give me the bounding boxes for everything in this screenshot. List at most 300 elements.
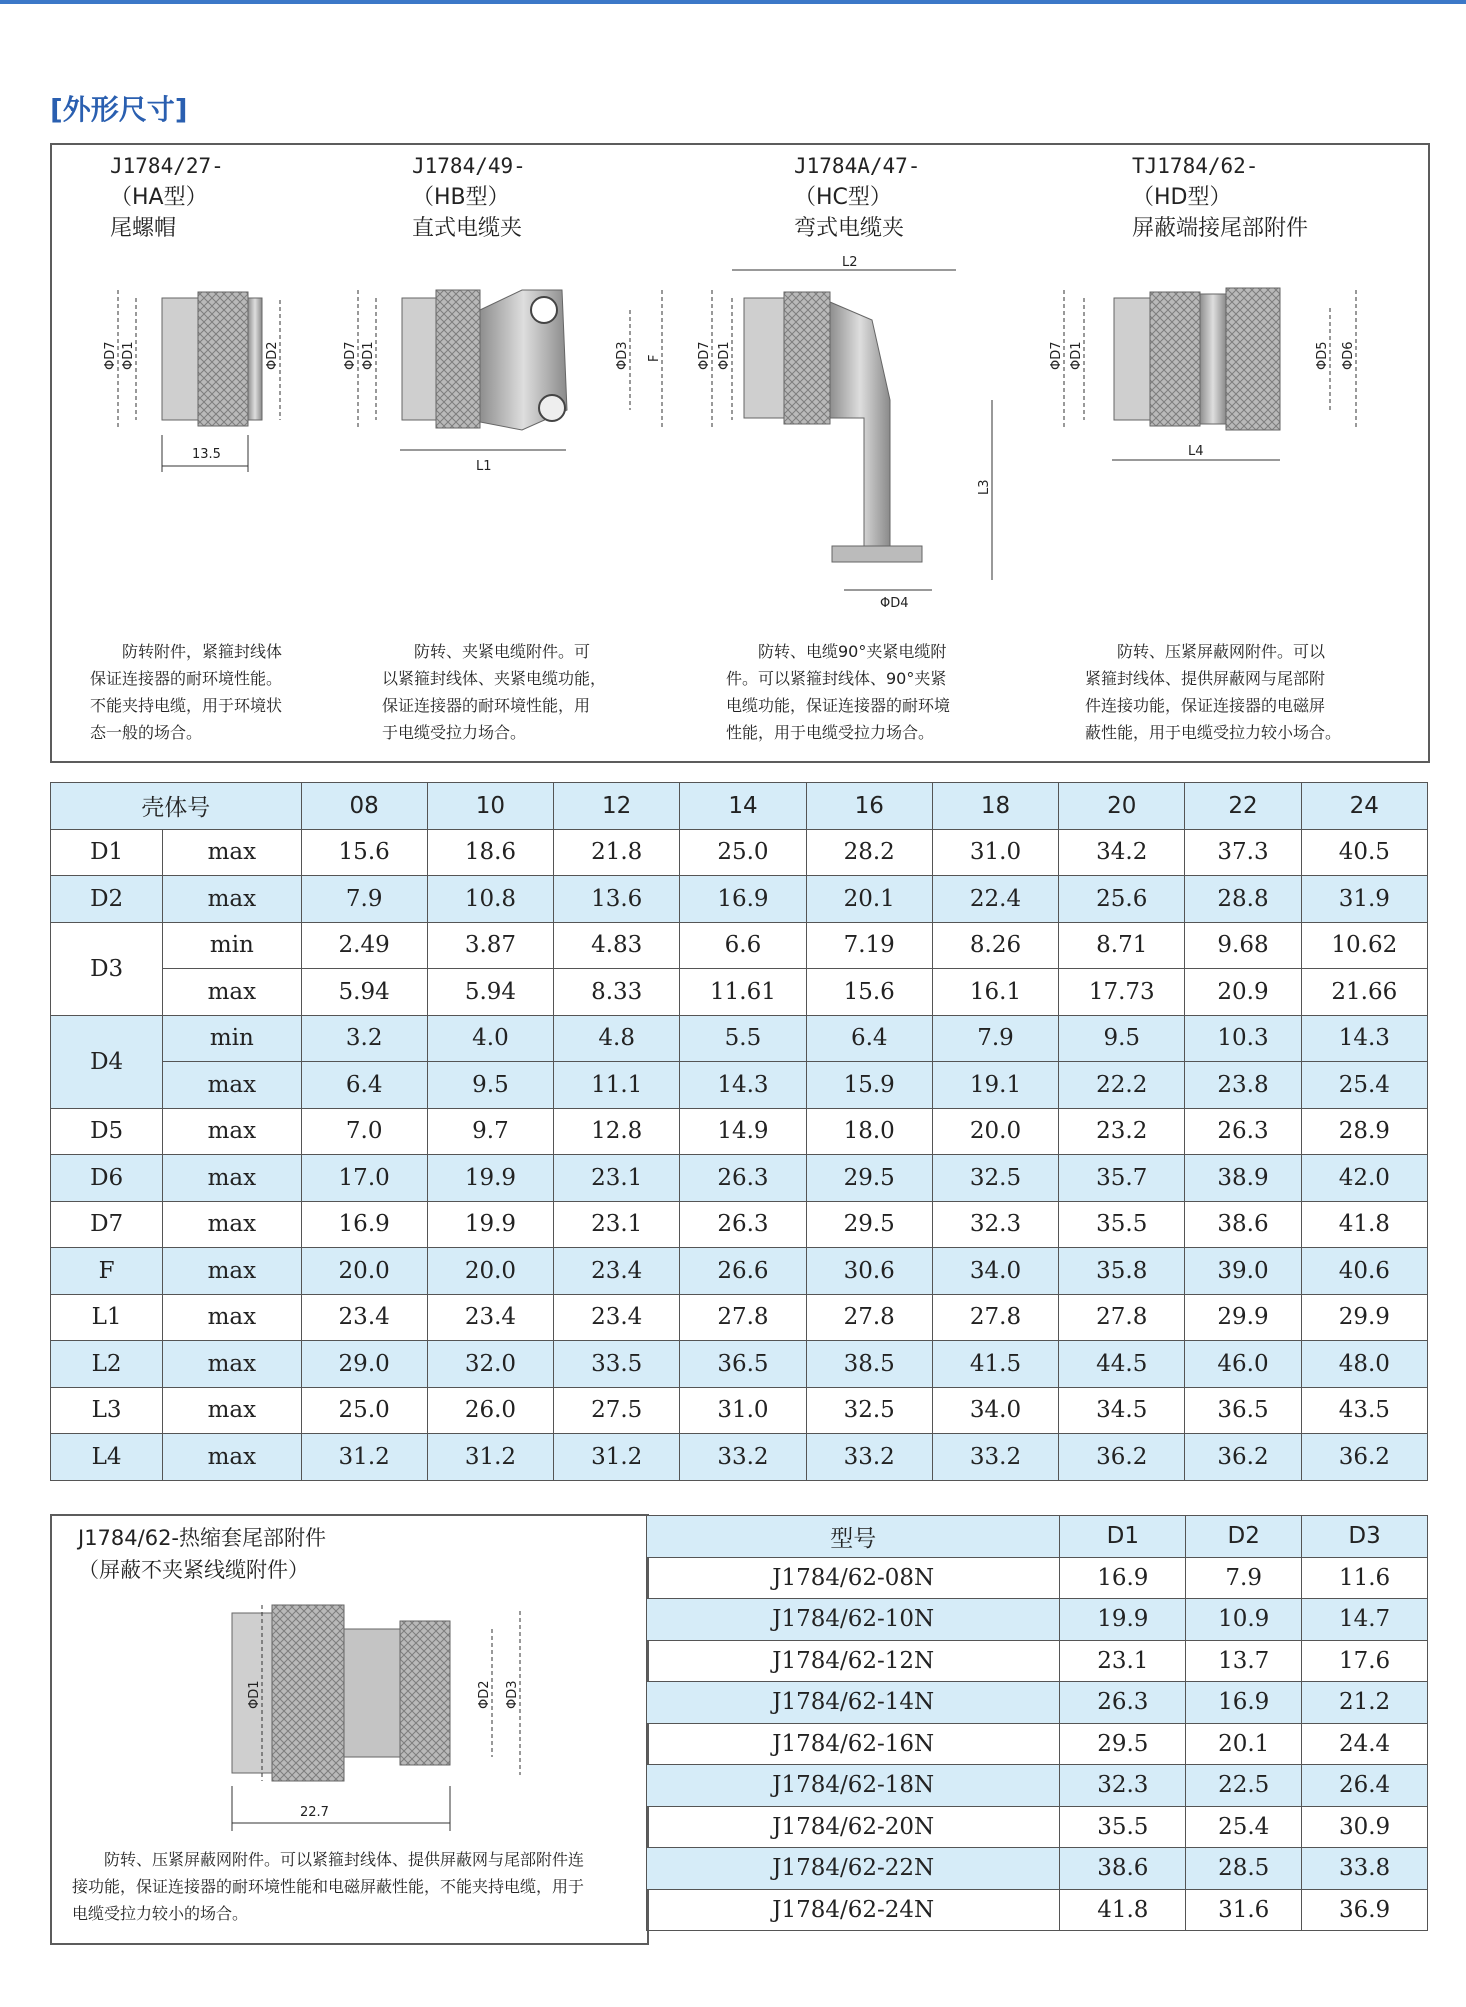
table-row: [51, 1015, 1428, 1062]
value-cell: 8.33: [554, 969, 680, 1016]
variant-hd: [1132, 151, 1308, 244]
value-cell: 25.0: [680, 829, 806, 876]
value-cell: 29.9: [1301, 1294, 1427, 1341]
limit-cell: max: [163, 969, 301, 1016]
value-cell: 15.9: [806, 1062, 932, 1109]
value-cell: 31.0: [680, 1387, 806, 1434]
desc-line: 防转、夹紧电缆附件。可: [414, 642, 591, 661]
desc-line: 态一般的场合。: [90, 723, 203, 742]
value-cell: 34.2: [1059, 829, 1185, 876]
limit-cell: max: [163, 1062, 301, 1109]
table-row: [51, 1341, 1428, 1388]
value-cell: 32.5: [932, 1155, 1058, 1202]
value-cell: 44.5: [1059, 1341, 1185, 1388]
value-cell: 24.4: [1302, 1723, 1428, 1765]
label-l1: L1: [476, 459, 492, 474]
label-phi-d7: ΦD7: [697, 341, 712, 370]
size-header: 14: [680, 783, 806, 830]
value-cell: 41.8: [1060, 1889, 1186, 1931]
variant-ha: [110, 151, 224, 244]
table-row: [51, 1155, 1428, 1202]
value-cell: 46.0: [1185, 1341, 1301, 1388]
heatshrink-title-line1: J1784/62-热缩套尾部附件: [78, 1526, 327, 1550]
param-cell: D5: [51, 1108, 163, 1155]
desc-line: 防转、压紧屏蔽网附件。可以: [1117, 642, 1326, 661]
label-phi-d1: ΦD1: [361, 341, 376, 370]
value-cell: 20.1: [1186, 1723, 1302, 1765]
value-cell: 28.9: [1301, 1108, 1427, 1155]
desc-line: 电缆受拉力较小的场合。: [72, 1904, 249, 1923]
value-cell: 32.5: [806, 1387, 932, 1434]
value-cell: 32.3: [1060, 1765, 1186, 1807]
value-cell: 36.9: [1302, 1889, 1428, 1931]
value-cell: 20.1: [806, 876, 932, 923]
variant-type: （HB型）: [412, 185, 510, 210]
value-cell: 40.5: [1301, 829, 1427, 876]
value-cell: 26.6: [680, 1248, 806, 1295]
value-cell: 38.5: [806, 1341, 932, 1388]
section-title: [外形尺寸]: [50, 93, 188, 126]
value-cell: 31.2: [427, 1434, 553, 1481]
hc-drawing: [712, 270, 992, 590]
variant-type: （HA型）: [110, 185, 208, 210]
value-cell: 16.9: [680, 876, 806, 923]
value-cell: 31.2: [301, 1434, 427, 1481]
model-row: [647, 1682, 1428, 1724]
value-cell: 14.3: [1301, 1015, 1427, 1062]
model-cell: J1784/62-14N: [647, 1682, 1060, 1724]
value-cell: 9.68: [1185, 922, 1301, 969]
label-phi-d6: ΦD6: [1341, 341, 1356, 370]
value-cell: 18.6: [427, 829, 553, 876]
value-cell: 29.5: [806, 1201, 932, 1248]
value-cell: 8.26: [932, 922, 1058, 969]
variant-description-hc: [726, 638, 986, 746]
value-cell: 22.2: [1059, 1062, 1185, 1109]
value-cell: 35.7: [1059, 1155, 1185, 1202]
value-cell: 21.66: [1301, 969, 1427, 1016]
value-cell: 11.6: [1302, 1557, 1428, 1599]
param-cell: D1: [51, 829, 163, 876]
desc-line: 于电缆受拉力场合。: [382, 723, 527, 742]
value-cell: 17.0: [301, 1155, 427, 1202]
param-cell: F: [51, 1248, 163, 1295]
value-cell: 29.5: [1060, 1723, 1186, 1765]
value-cell: 31.9: [1301, 876, 1427, 923]
model-row: [647, 1806, 1428, 1848]
value-cell: 36.2: [1059, 1434, 1185, 1481]
label-f: F: [647, 354, 662, 362]
desc-line: 保证连接器的耐环境性能。: [90, 669, 283, 688]
label-phi-d1: ΦD1: [121, 341, 136, 370]
value-cell: 7.9: [932, 1015, 1058, 1062]
table-row: [51, 1294, 1428, 1341]
value-cell: 26.3: [680, 1155, 806, 1202]
value-cell: 36.5: [1185, 1387, 1301, 1434]
desc-line: 件。可以紧箍封线体、90°夹紧: [726, 669, 947, 688]
value-cell: 35.8: [1059, 1248, 1185, 1295]
param-cell: L4: [51, 1434, 163, 1481]
value-cell: 19.9: [427, 1155, 553, 1202]
label-phi-d2: ΦD2: [477, 1680, 492, 1709]
value-cell: 20.0: [427, 1248, 553, 1295]
limit-cell: max: [163, 1387, 301, 1434]
technical-drawings: [52, 250, 1428, 640]
value-cell: 31.6: [1186, 1889, 1302, 1931]
size-header: 18: [932, 783, 1058, 830]
limit-cell: max: [163, 1294, 301, 1341]
limit-cell: max: [163, 829, 301, 876]
model-row: [647, 1765, 1428, 1807]
model-table: [646, 1515, 1428, 1931]
value-cell: 29.9: [1185, 1294, 1301, 1341]
value-cell: 23.1: [554, 1155, 680, 1202]
table-row: [51, 1201, 1428, 1248]
param-cell: D2: [51, 876, 163, 923]
value-cell: 25.4: [1186, 1806, 1302, 1848]
model-row: [647, 1723, 1428, 1765]
value-cell: 42.0: [1301, 1155, 1427, 1202]
value-cell: 22.4: [932, 876, 1058, 923]
value-cell: 43.5: [1301, 1387, 1427, 1434]
value-cell: 20.9: [1185, 969, 1301, 1016]
variant-name: 屏蔽端接尾部附件: [1132, 216, 1309, 241]
value-cell: 6.4: [806, 1015, 932, 1062]
label-phi-d1: ΦD1: [1069, 341, 1084, 370]
variant-type: （HD型）: [1132, 185, 1232, 210]
size-header: 22: [1185, 783, 1301, 830]
variant-name: 直式电缆夹: [412, 216, 523, 241]
value-cell: 25.6: [1059, 876, 1185, 923]
value-cell: 13.6: [554, 876, 680, 923]
desc-line: 件连接功能，保证连接器的电磁屏: [1085, 696, 1326, 715]
value-cell: 19.9: [427, 1201, 553, 1248]
value-cell: 27.8: [1059, 1294, 1185, 1341]
model-row: [647, 1848, 1428, 1890]
value-cell: 16.1: [932, 969, 1058, 1016]
value-cell: 33.5: [554, 1341, 680, 1388]
value-cell: 3.87: [427, 922, 553, 969]
accessory-types-panel: [50, 143, 1430, 763]
limit-cell: max: [163, 1108, 301, 1155]
shell-size-header: 壳体号: [51, 783, 302, 830]
variant-code: TJ1784/62-: [1132, 154, 1259, 178]
value-cell: 23.4: [554, 1294, 680, 1341]
limit-cell: min: [163, 1015, 301, 1062]
table-row: [51, 1062, 1428, 1109]
value-cell: 39.0: [1185, 1248, 1301, 1295]
value-cell: 23.4: [301, 1294, 427, 1341]
model-cell: J1784/62-20N: [647, 1806, 1060, 1848]
variant-name: 弯式电缆夹: [794, 216, 905, 241]
param-cell: D6: [51, 1155, 163, 1202]
variant-type: （HC型）: [794, 185, 892, 210]
value-cell: 6.4: [301, 1062, 427, 1109]
desc-line: 保证连接器的耐环境性能，用: [382, 696, 591, 715]
variant-code: J1784/49-: [412, 154, 526, 178]
value-cell: 4.83: [554, 922, 680, 969]
value-cell: 8.71: [1059, 922, 1185, 969]
param-cell: L3: [51, 1387, 163, 1434]
value-cell: 7.9: [1186, 1557, 1302, 1599]
label-phi-d1: ΦD1: [247, 1680, 262, 1709]
desc-line: 性能，用于电缆受拉力场合。: [726, 723, 935, 742]
variant-name: 尾螺帽: [110, 216, 177, 241]
desc-line: 蔽性能，用于电缆受拉力较小场合。: [1085, 723, 1342, 742]
value-cell: 32.0: [427, 1341, 553, 1388]
variant-hc: [794, 151, 920, 244]
variant-description-hd: [1085, 638, 1375, 746]
value-cell: 38.6: [1185, 1201, 1301, 1248]
model-cell: J1784/62-10N: [647, 1599, 1060, 1641]
label-l4: L4: [1188, 444, 1204, 459]
value-cell: 11.61: [680, 969, 806, 1016]
value-cell: 15.6: [806, 969, 932, 1016]
desc-line: 接功能，保证连接器的耐环境性能和电磁屏蔽性能，不能夹持电缆，用于: [72, 1877, 585, 1896]
value-cell: 12.8: [554, 1108, 680, 1155]
value-cell: 27.5: [554, 1387, 680, 1434]
d1-header: D1: [1060, 1516, 1186, 1558]
value-cell: 41.5: [932, 1341, 1058, 1388]
model-header: 型号: [647, 1516, 1060, 1558]
value-cell: 23.8: [1185, 1062, 1301, 1109]
value-cell: 15.6: [301, 829, 427, 876]
model-cell: J1784/62-22N: [647, 1848, 1060, 1890]
desc-line: 防转、压紧屏蔽网附件。可以紧箍封线体、提供屏蔽网与尾部附件连: [104, 1850, 585, 1869]
label-l2: L2: [842, 255, 858, 270]
ha-drawing: [118, 290, 280, 472]
heatshrink-panel: [50, 1514, 649, 1945]
label-phi-d3: ΦD3: [615, 341, 630, 370]
param-cell: L1: [51, 1294, 163, 1341]
label-phi-d7: ΦD7: [1049, 341, 1064, 370]
variant-code: J1784A/47-: [794, 154, 921, 178]
value-cell: 21.8: [554, 829, 680, 876]
value-cell: 33.2: [806, 1434, 932, 1481]
label-phi-d2: ΦD2: [265, 341, 280, 370]
variant-hb: [412, 151, 526, 244]
value-cell: 9.7: [427, 1108, 553, 1155]
limit-cell: max: [163, 1155, 301, 1202]
top-rule: [0, 0, 1466, 4]
table-row: [51, 1387, 1428, 1434]
value-cell: 4.0: [427, 1015, 553, 1062]
table-row: [51, 1434, 1428, 1481]
variant-code: J1784/27-: [110, 154, 224, 178]
value-cell: 29.5: [806, 1155, 932, 1202]
desc-line: 不能夹持电缆，用于环境状: [90, 696, 283, 715]
label-phi-d5: ΦD5: [1315, 341, 1330, 370]
limit-cell: max: [163, 876, 301, 923]
value-cell: 4.8: [554, 1015, 680, 1062]
value-cell: 22.5: [1186, 1765, 1302, 1807]
value-cell: 38.9: [1185, 1155, 1301, 1202]
value-cell: 40.6: [1301, 1248, 1427, 1295]
value-cell: 30.6: [806, 1248, 932, 1295]
value-cell: 16.9: [1060, 1557, 1186, 1599]
model-cell: J1784/62-12N: [647, 1640, 1060, 1682]
model-row: [647, 1640, 1428, 1682]
model-cell: J1784/62-08N: [647, 1557, 1060, 1599]
variant-description-hb: [382, 638, 642, 746]
limit-cell: max: [163, 1434, 301, 1481]
value-cell: 27.8: [806, 1294, 932, 1341]
desc-line: 防转、电缆90°夹紧电缆附: [758, 642, 947, 661]
value-cell: 10.8: [427, 876, 553, 923]
value-cell: 37.3: [1185, 829, 1301, 876]
value-cell: 23.2: [1059, 1108, 1185, 1155]
value-cell: 27.8: [932, 1294, 1058, 1341]
param-cell: L2: [51, 1341, 163, 1388]
label-phi-d7: ΦD7: [343, 341, 358, 370]
table-row: [51, 876, 1428, 923]
value-cell: 28.2: [806, 829, 932, 876]
param-cell: D7: [51, 1201, 163, 1248]
model-row: [647, 1889, 1428, 1931]
variant-description-ha: [90, 638, 320, 746]
table-row: [51, 829, 1428, 876]
size-header: 08: [301, 783, 427, 830]
value-cell: 26.3: [1185, 1108, 1301, 1155]
value-cell: 36.2: [1301, 1434, 1427, 1481]
value-cell: 20.0: [932, 1108, 1058, 1155]
value-cell: 13.7: [1186, 1640, 1302, 1682]
value-cell: 14.7: [1302, 1599, 1428, 1641]
table-row: [51, 922, 1428, 969]
value-cell: 9.5: [1059, 1015, 1185, 1062]
dimension-table: [50, 782, 1428, 1481]
label-13-5: 13.5: [192, 447, 221, 462]
limit-cell: min: [163, 922, 301, 969]
label-phi-d3: ΦD3: [505, 1680, 520, 1709]
value-cell: 26.3: [1060, 1682, 1186, 1724]
value-cell: 27.8: [680, 1294, 806, 1341]
size-header: 10: [427, 783, 553, 830]
value-cell: 25.0: [301, 1387, 427, 1434]
table-header-row: [51, 783, 1428, 830]
value-cell: 26.4: [1302, 1765, 1428, 1807]
value-cell: 32.3: [932, 1201, 1058, 1248]
value-cell: 10.62: [1301, 922, 1427, 969]
desc-line: 防转附件，紧箍封线体: [122, 642, 283, 661]
size-header: 16: [806, 783, 932, 830]
d2-header: D2: [1186, 1516, 1302, 1558]
value-cell: 23.1: [554, 1201, 680, 1248]
value-cell: 33.8: [1302, 1848, 1428, 1890]
value-cell: 33.2: [680, 1434, 806, 1481]
value-cell: 26.0: [427, 1387, 553, 1434]
label-phi-d7: ΦD7: [103, 341, 118, 370]
label-phi-d4: ΦD4: [880, 596, 909, 611]
desc-line: 电缆功能，保证连接器的耐环境: [726, 696, 951, 715]
size-header: 20: [1059, 783, 1185, 830]
value-cell: 19.1: [932, 1062, 1058, 1109]
value-cell: 7.9: [301, 876, 427, 923]
desc-line: 以紧箍封线体、夹紧电缆功能，: [382, 669, 607, 688]
model-cell: J1784/62-24N: [647, 1889, 1060, 1931]
value-cell: 23.4: [554, 1248, 680, 1295]
value-cell: 18.0: [806, 1108, 932, 1155]
value-cell: 35.5: [1059, 1201, 1185, 1248]
value-cell: 16.9: [1186, 1682, 1302, 1724]
value-cell: 34.0: [932, 1248, 1058, 1295]
value-cell: 14.3: [680, 1062, 806, 1109]
heatshrink-title-line2: （屏蔽不夹紧线缆附件）: [78, 1558, 309, 1582]
value-cell: 7.19: [806, 922, 932, 969]
value-cell: 31.2: [554, 1434, 680, 1481]
value-cell: 29.0: [301, 1341, 427, 1388]
table-row: [51, 1248, 1428, 1295]
value-cell: 16.9: [301, 1201, 427, 1248]
limit-cell: max: [163, 1248, 301, 1295]
value-cell: 7.0: [301, 1108, 427, 1155]
table-row: [51, 1108, 1428, 1155]
label-phi-d1: ΦD1: [717, 341, 732, 370]
value-cell: 3.2: [301, 1015, 427, 1062]
value-cell: 5.94: [301, 969, 427, 1016]
desc-line: 紧箍封线体、提供屏蔽网与尾部附: [1085, 669, 1326, 688]
value-cell: 28.8: [1185, 876, 1301, 923]
table-row: [51, 969, 1428, 1016]
label-l3: L3: [977, 479, 992, 495]
value-cell: 5.94: [427, 969, 553, 1016]
value-cell: 14.9: [680, 1108, 806, 1155]
size-header: 12: [554, 783, 680, 830]
value-cell: 36.5: [680, 1341, 806, 1388]
value-cell: 23.4: [427, 1294, 553, 1341]
value-cell: 38.6: [1060, 1848, 1186, 1890]
value-cell: 17.6: [1302, 1640, 1428, 1682]
value-cell: 10.3: [1185, 1015, 1301, 1062]
value-cell: 23.1: [1060, 1640, 1186, 1682]
heatshrink-drawing: [52, 1591, 647, 1861]
hd-drawing: [1064, 288, 1356, 460]
value-cell: 2.49: [301, 922, 427, 969]
heatshrink-title: [78, 1522, 326, 1586]
value-cell: 41.8: [1301, 1201, 1427, 1248]
d3-header: D3: [1302, 1516, 1428, 1558]
value-cell: 36.2: [1185, 1434, 1301, 1481]
limit-cell: max: [163, 1341, 301, 1388]
model-cell: J1784/62-16N: [647, 1723, 1060, 1765]
value-cell: 48.0: [1301, 1341, 1427, 1388]
value-cell: 26.3: [680, 1201, 806, 1248]
value-cell: 34.0: [932, 1387, 1058, 1434]
value-cell: 9.5: [427, 1062, 553, 1109]
model-row: [647, 1599, 1428, 1641]
model-header-row: [647, 1516, 1428, 1558]
limit-cell: max: [163, 1201, 301, 1248]
value-cell: 6.6: [680, 922, 806, 969]
model-row: [647, 1557, 1428, 1599]
value-cell: 11.1: [554, 1062, 680, 1109]
value-cell: 21.2: [1302, 1682, 1428, 1724]
heatshrink-description: [72, 1846, 632, 1927]
param-cell: D4: [51, 1015, 163, 1108]
value-cell: 10.9: [1186, 1599, 1302, 1641]
value-cell: 17.73: [1059, 969, 1185, 1016]
value-cell: 34.5: [1059, 1387, 1185, 1434]
value-cell: 35.5: [1060, 1806, 1186, 1848]
label-22-7: 22.7: [300, 1805, 329, 1820]
value-cell: 33.2: [932, 1434, 1058, 1481]
value-cell: 30.9: [1302, 1806, 1428, 1848]
value-cell: 31.0: [932, 829, 1058, 876]
param-cell: D3: [51, 922, 163, 1015]
value-cell: 20.0: [301, 1248, 427, 1295]
value-cell: 25.4: [1301, 1062, 1427, 1109]
value-cell: 19.9: [1060, 1599, 1186, 1641]
